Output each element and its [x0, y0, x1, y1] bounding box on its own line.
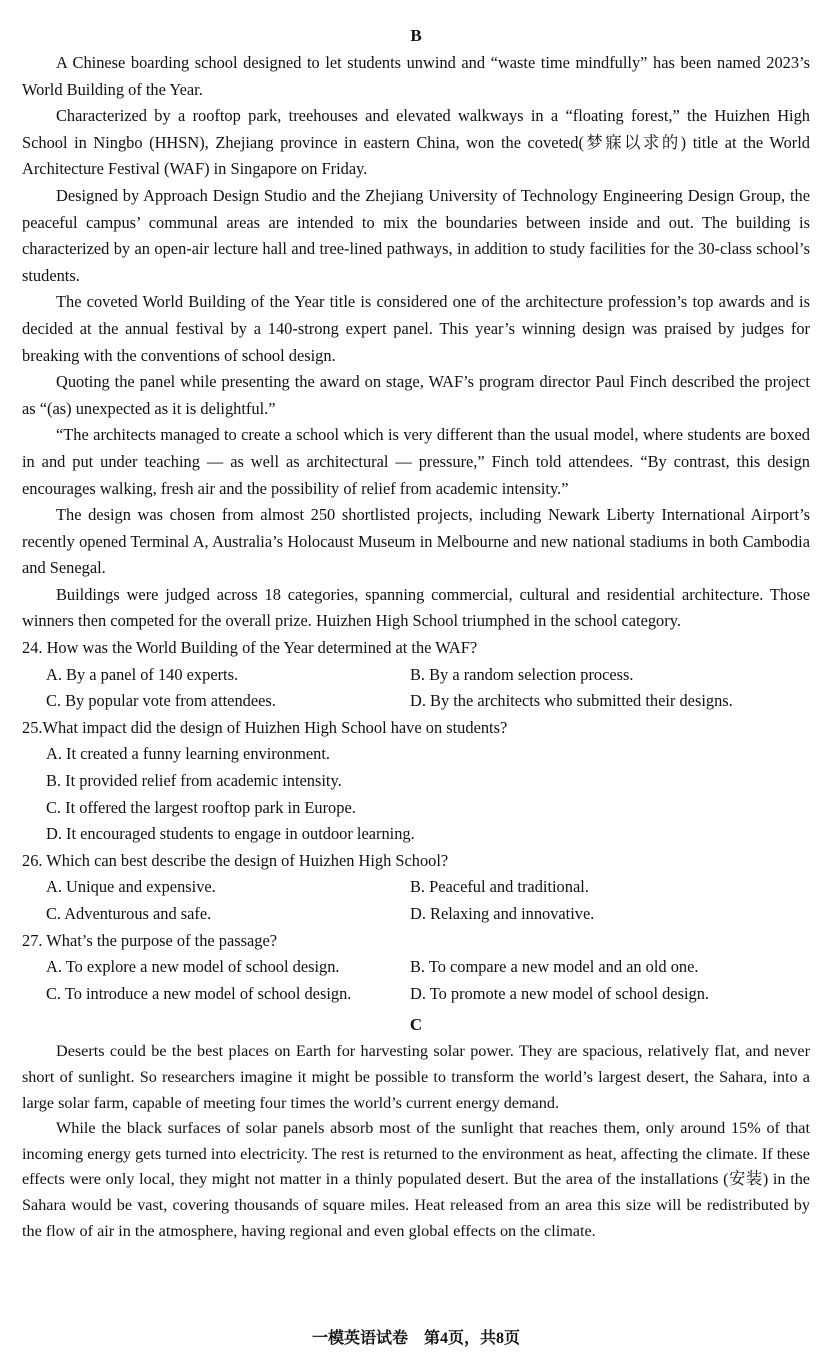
- question-stem: 25.What impact did the design of Huizhen High School have on students?: [22, 717, 508, 737]
- section-c-heading: C: [409, 1015, 423, 1035]
- b-paragraph-1: A Chinese boarding school designed to let students unwind and “waste time mindfully” has been named 2023’s World Building of the Year.: [22, 53, 810, 99]
- question-stem: 24. How was the World Building of the Year determined at the WAF?: [22, 638, 478, 658]
- option-c: C. It offered the largest rooftop park in Europe.: [46, 797, 356, 817]
- option-d: D. It encouraged students to engage in outdoor learning.: [46, 824, 415, 844]
- option-a: A. To explore a new model of school design.: [46, 957, 340, 977]
- b-paragraph-4: The coveted World Building of the Year title is considered one of the architecture profession’s top awards and is decided at the annual festival by a 140-strong expert panel. This year’s winning design was praised by judges for breaking with the conventions of school design.: [22, 292, 810, 365]
- option-d: D. To promote a new model of school design.: [410, 983, 709, 1003]
- question-24: [22, 635, 810, 715]
- b-paragraph-2: Characterized by a rooftop park, treehouses and elevated walkways in a “floating forest,” the Huizhen High School in Ningbo (HHSN), Zhejiang province in eastern China, won the coveted(梦寐以求的) title at the World Architecture Festival (WAF) in Singapore on Friday.: [22, 106, 810, 179]
- option-c: C. To introduce a new model of school design.: [46, 983, 352, 1003]
- option-a: A. By a panel of 140 experts.: [46, 664, 239, 684]
- option-c: C. Adventurous and safe.: [46, 904, 212, 923]
- b-paragraph-5: Quoting the panel while presenting the award on stage, WAF’s program director Paul Finch described the project as “(as) unexpected as it is delightful.”: [22, 372, 810, 418]
- option-d: D. By the architects who submitted their designs.: [410, 691, 733, 711]
- b-paragraph-6: “The architects managed to create a school which is very different than the usual model, where students are boxed in and put under teaching — as well as architectural — pressure,” Finch told attendees. “By contrast, this design encourages walking, fresh air and the possibility of relief from academic intensity.”: [22, 425, 810, 498]
- option-d: D. Relaxing and innovative.: [410, 904, 595, 923]
- section-b: [22, 24, 810, 1007]
- b-paragraph-3: Designed by Approach Design Studio and the Zhejiang University of Technology Engineering Design Group, the peaceful campus’ communal areas are intended to mix the boundaries between inside and out. The building is characterized by an open-air lecture hall and tree-lined pathways, in addition to study facilities for the 30-class school’s students.: [22, 185, 810, 285]
- option-b: B. Peaceful and traditional.: [410, 877, 589, 897]
- b-paragraph-8: Buildings were judged across 18 categories, spanning commercial, cultural and residential architecture. Those winners then competed for the overall prize. Huizhen High School triumphed in the school category.: [22, 584, 810, 631]
- question-stem: 27. What’s the purpose of the passage?: [22, 930, 278, 950]
- question-25: [22, 715, 810, 848]
- option-b: B. It provided relief from academic intensity.: [46, 771, 342, 791]
- option-b: B. To compare a new model and an old one.: [410, 957, 699, 977]
- b-paragraph-7: The design was chosen from almost 250 shortlisted projects, including Newark Liberty International Airport’s recently opened Terminal A, Australia’s Holocaust Museum in Melbourne and new national stadiums in both Cambodia and Senegal.: [22, 505, 810, 578]
- option-a: A. It created a funny learning environment.: [46, 744, 330, 764]
- question-27: [22, 928, 810, 1008]
- question-26: [22, 848, 810, 928]
- page-footer: 一模英语试卷 第4页，共8页: [311, 1330, 520, 1347]
- section-b-heading: B: [410, 26, 422, 45]
- option-a: A. Unique and expensive.: [46, 877, 216, 897]
- section-c: [22, 1013, 810, 1244]
- question-stem: 26. Which can best describe the design of Huizhen High School?: [22, 850, 449, 870]
- c-paragraph-2: While the black surfaces of solar panels absorb most of the sunlight that reaches them, only around 15% of that incoming energy gets turned into electricity. The rest is returned to the environment as heat, affecting the climate. If these effects were only local, they might not matter in a thinly populated desert. But the area of the installations (安装) in the Sahara would be vast, covering thousands of square miles. Heat released from an area this size will be redistributed by the flow of air in the atmosphere, having regional and even global effects on the climate.: [22, 1119, 810, 1240]
- option-c: C. By popular vote from attendees.: [46, 691, 276, 711]
- c-paragraph-1: Deserts could be the best places on Earth for harvesting solar power. They are spacious, relatively flat, and never short of sunlight. So researchers imagine it might be possible to transform the world’s largest desert, the Sahara, into a large solar farm, capable of meeting four times the world’s current energy demand.: [22, 1042, 810, 1112]
- option-b: B. By a random selection process.: [410, 664, 634, 684]
